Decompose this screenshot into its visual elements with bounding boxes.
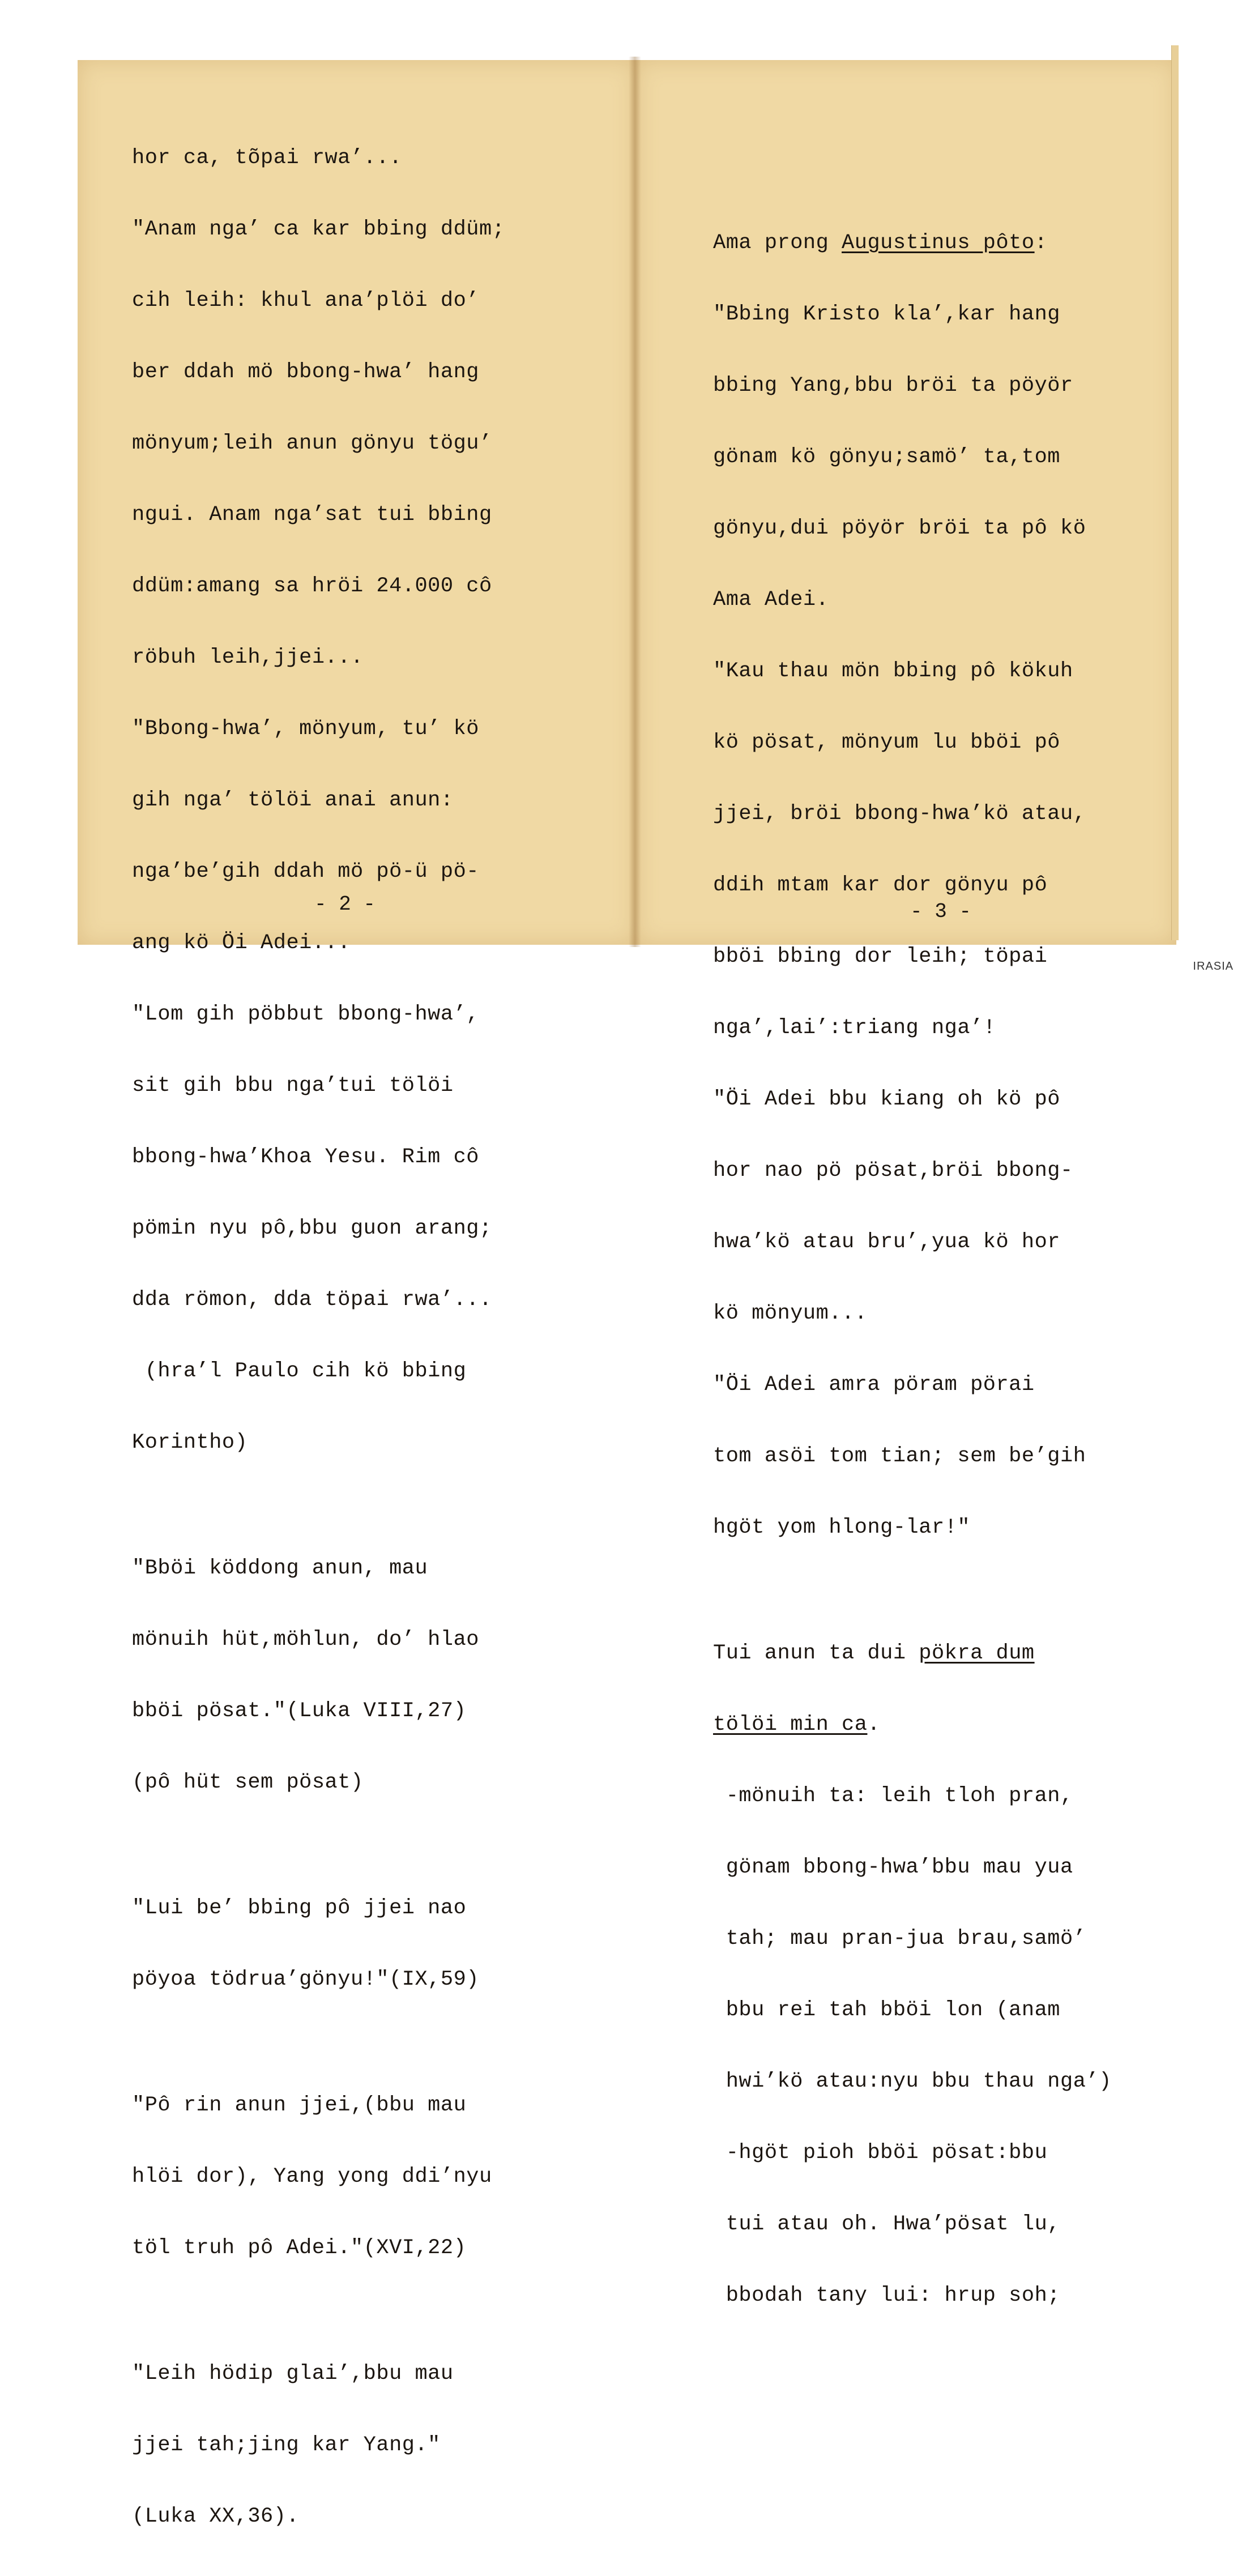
- quote-line: "Leih hödip glai’,bbu mau: [132, 2362, 454, 2386]
- text-line: tah; mau pran-jua brau,samö’: [713, 1927, 1086, 1951]
- text-line: gönam bbong-hwa’bbu mau yua: [713, 1856, 1073, 1879]
- heading-prefix: Ama prong: [713, 231, 842, 255]
- text-line: ang kö Öi Adei...: [132, 931, 351, 955]
- archive-credit: IRASIA: [1193, 960, 1234, 973]
- text-line: nga’be’gih ddah mö pö-ü pö-: [132, 860, 479, 884]
- text-line: Korintho): [132, 1431, 248, 1455]
- book-fold: [629, 57, 641, 947]
- text-line: nga’,lai’:triang nga’!: [713, 1016, 996, 1040]
- left-page: [78, 60, 636, 2528]
- section-heading: [713, 231, 1112, 255]
- text-line: bbing Yang,bbu bröi ta pöyör: [713, 374, 1073, 398]
- quote-line: töl truh pô Adei."(XVI,22): [132, 2236, 467, 2260]
- text-line: tom asöi tom tian; sem be’gih: [713, 1444, 1086, 1468]
- text-line: bbodah tany lui: hrup soh;: [713, 2284, 1060, 2308]
- text-line: bbu rei tah bböi lon (anam: [713, 1998, 1060, 2022]
- text-line: hwi’kö atau:nyu bbu thau nga’): [713, 2070, 1112, 2093]
- text-line: "Bbing Kristo kla’,kar hang: [713, 302, 1060, 326]
- quote-line: mönuih hüt,möhlun, do’ hlao: [132, 1628, 479, 1652]
- text-line: kö mönyum...: [713, 1302, 868, 1325]
- text-line: gönyu,dui pöyör bröi ta pô kö: [713, 517, 1086, 540]
- text-line: "Öi Adei amra pöram pörai: [713, 1373, 1035, 1397]
- text-line: hwa’kö atau bru’,yua kö hor: [713, 1230, 1060, 1254]
- text-line: hor nao pö pösat,bröi bbong-: [713, 1159, 1073, 1183]
- text-line: hor ca, tõpai rwa’...: [132, 146, 402, 170]
- page-number: - 3 -: [910, 900, 972, 923]
- text-line: "Lom gih pöbbut bbong-hwa’,: [132, 1003, 479, 1026]
- text-line: -mönuih ta: leih tloh pran,: [713, 1784, 1073, 1808]
- text-line: tui atau oh. Hwa’pösat lu,: [713, 2212, 1060, 2236]
- quote-line: bböi pösat."(Luka VIII,27): [132, 1699, 467, 1723]
- underlined-phrase: tölöi min ca: [713, 1713, 868, 1737]
- text-line: dda römon, dda töpai rwa’...: [132, 1288, 492, 1312]
- text-line: sit gih bbu nga’tui tölöi: [132, 1074, 454, 1098]
- paragraph-opening: Tui anun ta dui pökra dum: [713, 1641, 1035, 1665]
- text-line: mönyum;leih anun gönyu tögu’: [132, 432, 492, 455]
- text-line: "Bbong-hwa’, mönyum, tu’ kö: [132, 717, 479, 741]
- text-line: bbong-hwa’Khoa Yesu. Rim cô: [132, 1145, 479, 1169]
- quote-line: (Luka XX,36).: [132, 2505, 300, 2528]
- text-line: Ama Adei.: [713, 588, 829, 612]
- quote-line: "Bböi köddong anun, mau: [132, 1556, 428, 1580]
- quote-line: "Pô rin anun jjei,(bbu mau: [132, 2093, 467, 2117]
- heading-suffix: :: [1034, 231, 1048, 255]
- text-line: ddih mtam kar dor gönyu pô: [713, 873, 1048, 897]
- heading-underlined: Augustinus pôto: [842, 231, 1035, 255]
- text-line: "Anam nga’ ca kar bbing ddüm;: [132, 217, 505, 241]
- text-line: gih nga’ tölöi anai anun:: [132, 788, 454, 812]
- quote-line: pöyoa tödrua’gönyu!"(IX,59): [132, 1968, 479, 1991]
- text-line: jjei, bröi bbong-hwa’kö atau,: [713, 802, 1086, 826]
- quote-line: hlöi dor), Yang yong ddi’nyu: [132, 2165, 492, 2189]
- text-line: cih leih: khul ana’plöi do’: [132, 289, 479, 313]
- quote-line: (pô hüt sem pösat): [132, 1771, 364, 1794]
- text-line: "Öi Adei bbu kiang oh kö pô: [713, 1087, 1060, 1111]
- left-page-text: [132, 99, 505, 2576]
- right-page-text: [713, 184, 1112, 2355]
- quote-line: "Lui be’ bbing pô jjei nao: [132, 1896, 467, 1920]
- text-line: hgöt yom hlong-lar!": [713, 1516, 971, 1539]
- page-number: - 2 -: [314, 893, 376, 916]
- underlined-phrase: pökra dum: [919, 1641, 1035, 1665]
- text-line: ngui. Anam nga’sat tui bbing: [132, 503, 492, 527]
- text-line: -hgöt pioh bböi pösat:bbu: [713, 2141, 1048, 2165]
- quote-line: jjei tah;jing kar Yang.": [132, 2433, 441, 2457]
- text-line: ddüm:amang sa hröi 24.000 cô: [132, 574, 492, 598]
- text-line: bböi bbing dor leih; töpai: [713, 945, 1048, 969]
- text-line: kö pösat, mönyum lu bböi pô: [713, 731, 1060, 754]
- paragraph-opening: tölöi min ca.: [713, 1713, 881, 1737]
- text-line: röbuh leih,jjei...: [132, 646, 364, 669]
- text-line: "Kau thau mön bbing pô kökuh: [713, 659, 1073, 683]
- text-line: pömin nyu pô,bbu guon arang;: [132, 1217, 492, 1240]
- text-line: ber ddah mö bbong-hwa’ hang: [132, 360, 479, 384]
- text-line: gönam kö gönyu;samö’ ta,tom: [713, 445, 1060, 469]
- page-edge: [1171, 45, 1179, 940]
- text-line: (hra’l Paulo cih kö bbing: [132, 1359, 467, 1383]
- right-page: [636, 60, 1176, 2308]
